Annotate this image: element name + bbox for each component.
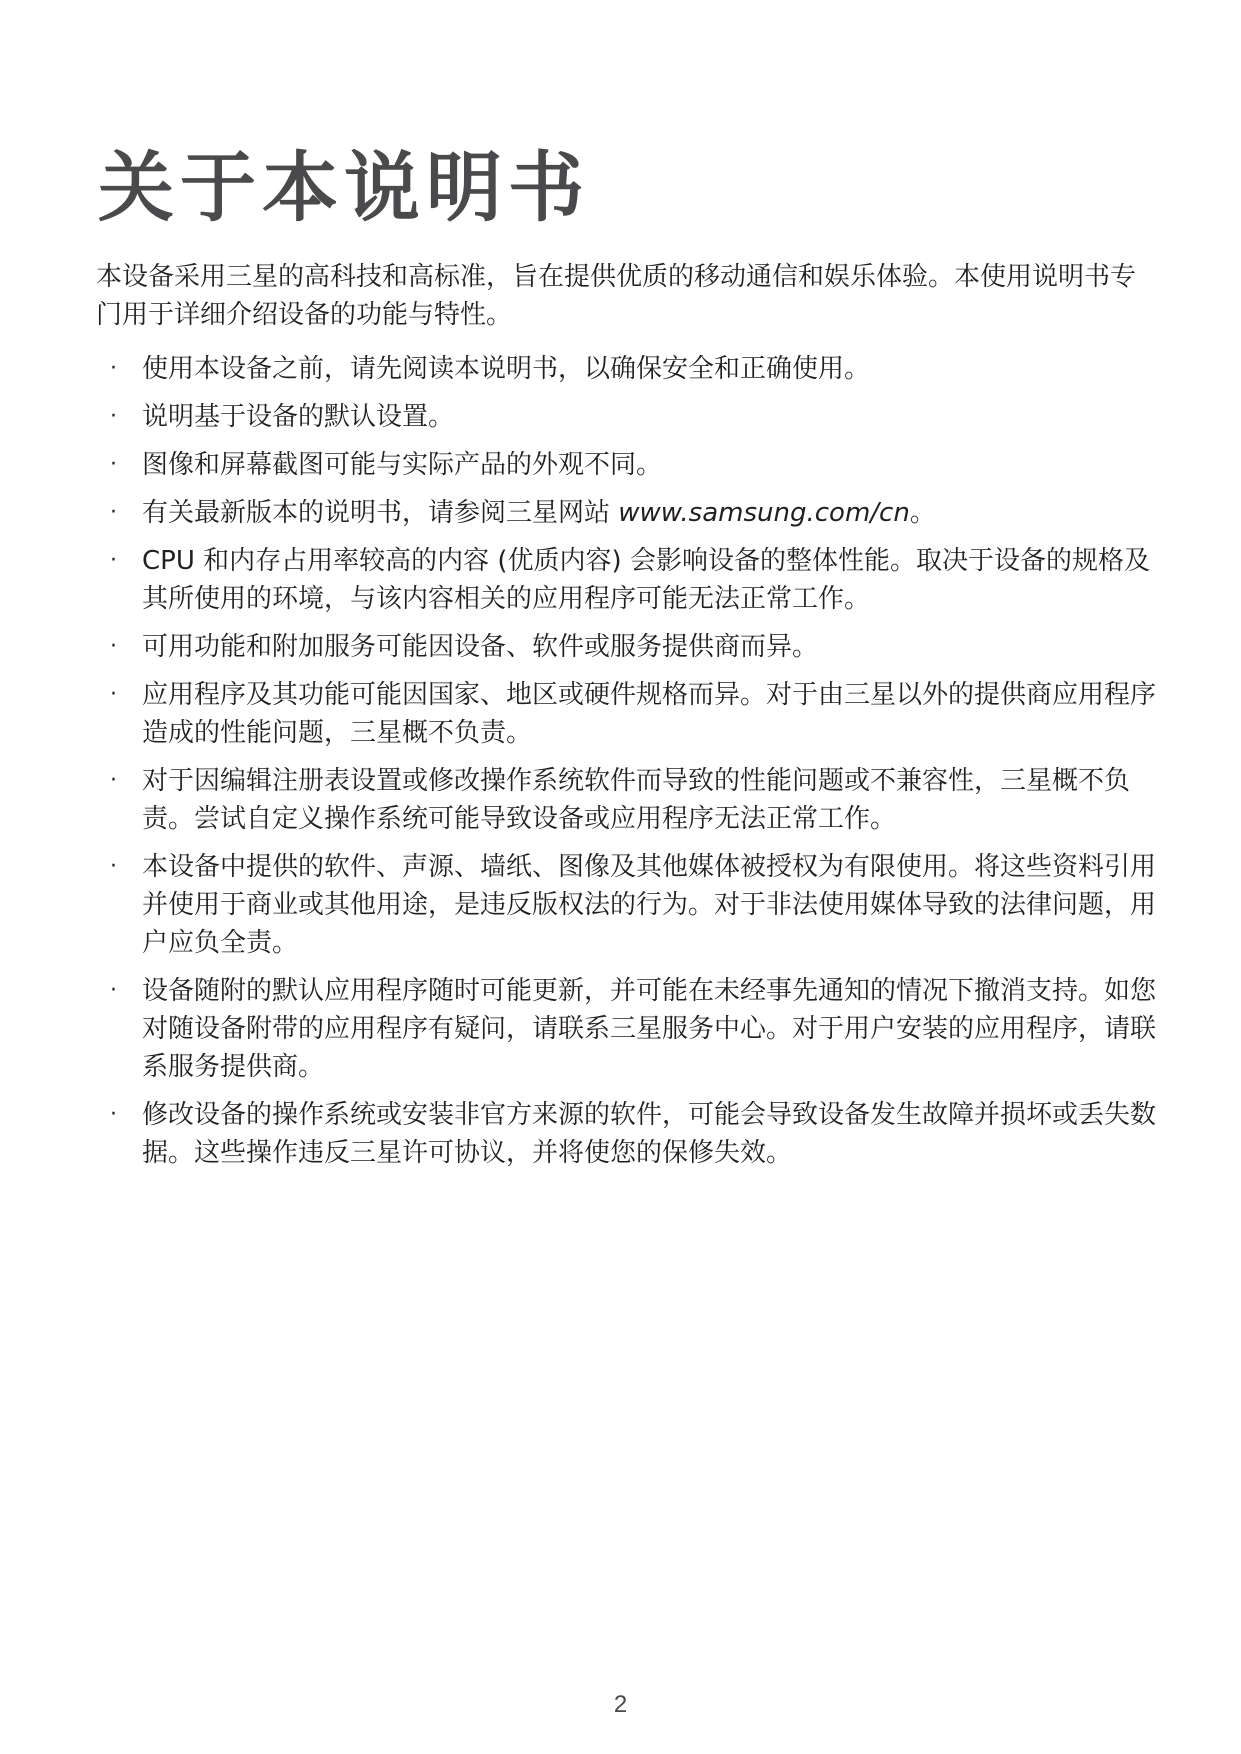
list-item-text: [142, 494, 1156, 532]
notice-list: [96, 350, 1156, 1182]
intro-paragraph: 本设备采用三星的高科技和高标准，旨在提供优质的移动通信和娱乐体验。本使用说明书专门用于详细介绍设备的功能与特性。: [96, 262, 1137, 330]
list-item: [96, 848, 1156, 962]
list-item: [96, 628, 1156, 666]
bullet-dot-icon: ·: [110, 452, 117, 477]
bullet-dot-icon: ·: [110, 500, 117, 525]
list-item-text: CPU 和内存占用率较高的内容 (优质内容) 会影响设备的整体性能。取决于设备的规格及其所使用的环境，与该内容相关的应用程序可能无法正常工作。: [142, 546, 1150, 614]
bullet-dot-icon: ·: [110, 978, 117, 1003]
list-item-text: 应用程序及其功能可能因国家、地区或硬件规格而异。对于由三星以外的提供商应用程序造成的性能问题，三星概不负责。: [142, 680, 1157, 748]
page-title: 关于本说明书: [98, 143, 590, 232]
list-item: [96, 1096, 1156, 1172]
list-item: [96, 446, 1156, 484]
list-item: [96, 542, 1156, 618]
bullet-dot-icon: ·: [110, 854, 117, 879]
list-item: [96, 494, 1156, 532]
list-item-text-prefix: 有关最新版本的说明书，请参阅三星网站: [142, 498, 619, 528]
bullet-dot-icon: ·: [110, 404, 117, 429]
bullet-dot-icon: ·: [110, 1102, 117, 1127]
page-number: 2: [613, 1691, 628, 1718]
list-item-text: 对于因编辑注册表设置或修改操作系统软件而导致的性能问题或不兼容性，三星概不负责。尝试自定义操作系统可能导致设备或应用程序无法正常工作。: [142, 766, 1131, 834]
list-item: [96, 676, 1156, 752]
samsung-website-link[interactable]: www.samsung.com/cn: [618, 498, 910, 528]
list-item-text: 说明基于设备的默认设置。: [142, 402, 455, 432]
list-item-text: 使用本设备之前，请先阅读本说明书，以确保安全和正确使用。: [142, 354, 871, 384]
bullet-dot-icon: ·: [110, 634, 117, 659]
list-item-text: 设备随附的默认应用程序随时可能更新，并可能在未经事先通知的情况下撤消支持。如您对随设备附带的应用程序有疑问，请联系三星服务中心。对于用户安装的应用程序，请联系服务提供商。: [142, 976, 1157, 1082]
bullet-dot-icon: ·: [110, 356, 117, 381]
list-item-text: 图像和屏幕截图可能与实际产品的外观不同。: [142, 450, 663, 480]
list-item-text: 可用功能和附加服务可能因设备、软件或服务提供商而异。: [142, 632, 819, 662]
list-item: [96, 350, 1156, 388]
bullet-dot-icon: ·: [110, 682, 117, 707]
list-item: [96, 972, 1156, 1086]
bullet-dot-icon: ·: [110, 768, 117, 793]
list-item: [96, 762, 1156, 838]
list-item: [96, 398, 1156, 436]
bullet-dot-icon: ·: [110, 548, 117, 573]
list-item-text: 修改设备的操作系统或安装非官方来源的软件，可能会导致设备发生故障并损坏或丢失数据。这些操作违反三星许可协议，并将使您的保修失效。: [142, 1100, 1157, 1168]
list-item-text-suffix: 。: [909, 498, 936, 528]
list-item-text: 本设备中提供的软件、声源、墙纸、图像及其他媒体被授权为有限使用。将这些资料引用并使用于商业或其他用途，是违反版权法的行为。对于非法使用媒体导致的法律问题，用户应负全责。: [142, 852, 1157, 958]
